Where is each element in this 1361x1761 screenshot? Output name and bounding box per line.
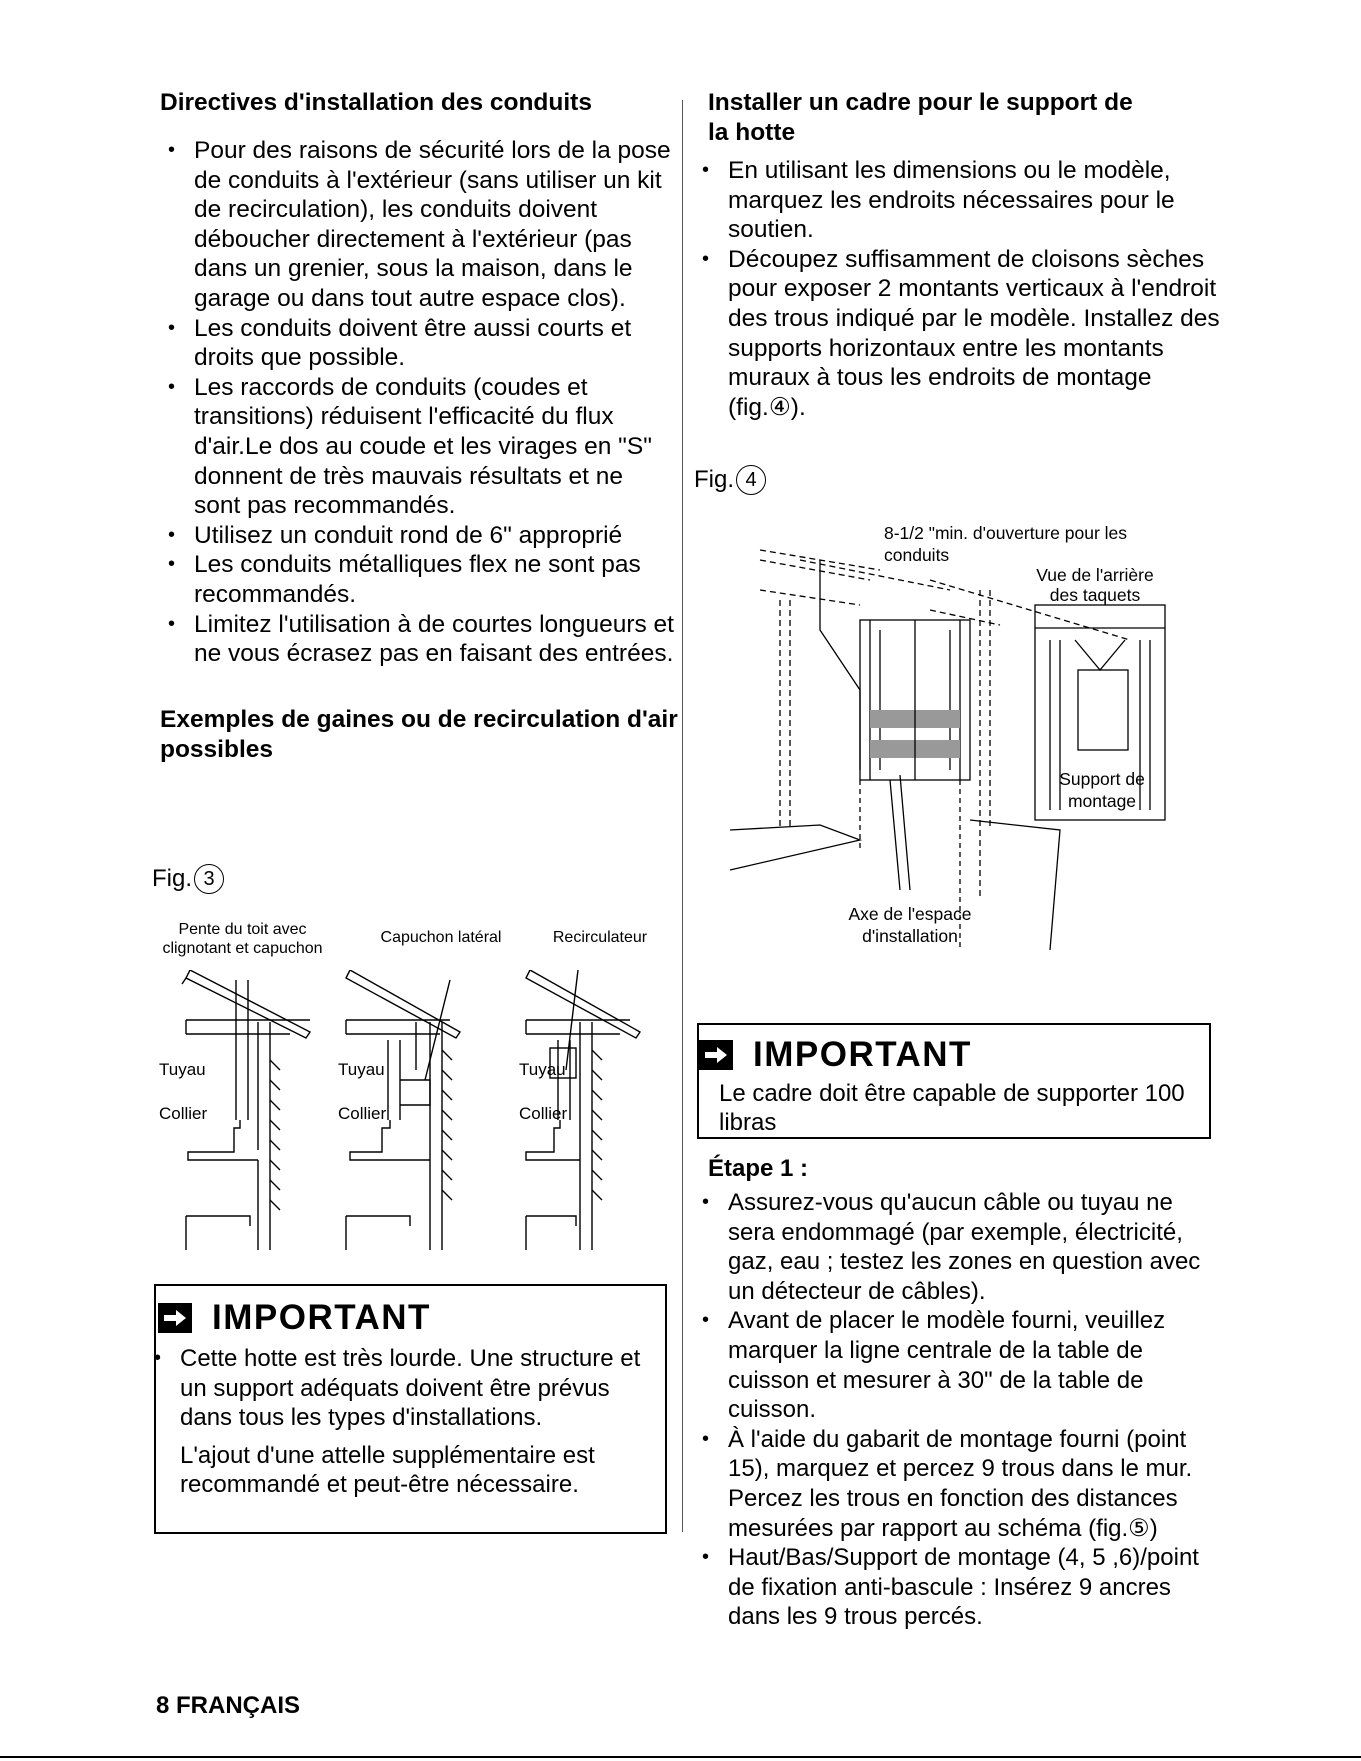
important-title: IMPORTANT: [753, 1035, 972, 1074]
important-box-left: [154, 1284, 667, 1534]
fig4-axis-label: Axe de l'espace d'installation: [848, 904, 972, 946]
fig4-rear-label: Vue de l'arrière des taquets: [1036, 565, 1154, 605]
list-item: • Découpez suffisamment de cloisons sèches pour exposer 2 montants verticaux à l'endroit des trous indiqué par le modèle. Installez des supports horizontaux entre les montants muraux à tous les endroits de montage (fig.④).: [728, 245, 1228, 423]
list-item: • Haut/Bas/Support de montage (4, 5 ,6)/point de fixation anti-bascule : Insérez 9 ancres dans les 9 trous percés.: [728, 1543, 1218, 1632]
important-text: Le cadre doit être capable de supporter 100 libras: [719, 1080, 1185, 1136]
fig3-tuyau-label-3: Tuyau: [519, 1060, 566, 1079]
list-item: • Utilisez un conduit rond de 6" approprié: [194, 521, 674, 551]
fig3-label-text: Fig.: [152, 865, 193, 892]
duct-guidelines-list: [194, 136, 674, 669]
left-column: [160, 88, 678, 765]
fig3-caption-roof: Pente du toit avec clignotant et capuchon: [162, 921, 323, 957]
fig3-duct-diagrams: [150, 970, 680, 1260]
fig3-collier-label-3: Collier: [519, 1104, 568, 1123]
list-item: • Cette hotte est très lourde. Une structure et un support adéquats doivent être prévus dans tous les types d'installations.: [180, 1344, 664, 1433]
list-item: • Pour des raisons de sécurité lors de la pose de conduits à l'extérieur (sans utiliser un kit de recirculation), les conduits doivent déboucher directement à l'extérieur (pas dans un grenier, sous la maison, dans le garage ou dans tout autre espace clos).: [194, 136, 674, 314]
list-item: • Les conduits doivent être aussi courts et droits que possible.: [194, 314, 674, 373]
list-item: • À l'aide du gabarit de montage fourni (point 15), marquez et percez 9 trous dans le mur. Percez les trous en fonction des distances mesurées par rapport au schéma (fig.⑤): [728, 1425, 1218, 1543]
important-note: L'ajout d'une attelle supplémentaire est recommandé et peut-être nécessaire.: [180, 1441, 595, 1499]
fig3-caption-recirc: Recirculateur: [552, 929, 648, 946]
important-title: IMPORTANT: [212, 1298, 431, 1337]
arrow-right-icon: [699, 1040, 733, 1070]
frame-list: [728, 156, 1228, 422]
fig4-support-label: Support de montage: [1059, 769, 1145, 811]
list-item: • Les raccords de conduits (coudes et transitions) réduisent l'efficacité du flux d'air.Le dos au coude et les virages en "S" donnent de très mauvais résultats et ne sont pas recommandés.: [194, 373, 674, 521]
column-divider: [682, 100, 683, 1532]
fig3-caption-side: Capuchon latéral: [380, 929, 502, 946]
list-item: • Les conduits métalliques flex ne sont pas recommandés.: [194, 550, 674, 609]
list-item: • Avant de placer le modèle fourni, veuillez marquer la ligne centrale de la table de cuisson et mesurer à 30" de la table de cuisson.: [728, 1306, 1218, 1424]
important-header: [699, 1035, 1209, 1075]
step-list: [728, 1188, 1218, 1632]
fig4-number: 4: [736, 465, 766, 495]
list-item: • Assurez-vous qu'aucun câble ou tuyau ne sera endommagé (par exemple, électricité, gaz, eau ; testez les zones en question avec un détecteur de câbles).: [728, 1188, 1218, 1306]
list-item: • Limitez l'utilisation à de courtes longueurs et ne vous écrasez pas en faisant des entrées.: [194, 610, 674, 669]
fig3-collier-label-1: Collier: [159, 1104, 208, 1123]
section-title-duct-examples: Exemples de gaines ou de recirculation d'air possibles: [160, 705, 678, 763]
fig3-tuyau-label-1: Tuyau: [159, 1060, 206, 1079]
arrow-right-icon: [158, 1303, 192, 1333]
step-title: Étape 1 :: [708, 1155, 809, 1182]
fig4-label: [694, 465, 766, 495]
fig4-label-text: Fig.: [694, 466, 735, 493]
list-item: • En utilisant les dimensions ou le modèle, marquez les endroits nécessaires pour le soutien.: [728, 156, 1228, 245]
section-title-frame: Installer un cadre pour le support de la hotte: [708, 89, 1133, 146]
bottom-rule: [0, 1756, 1361, 1758]
fig3-collier-label-2: Collier: [338, 1104, 387, 1123]
fig4-opening-label: 8-1/2 "min. d'ouverture pour les conduits: [884, 523, 1128, 565]
fig3-label: [152, 864, 224, 894]
page-footer: 8 FRANÇAIS: [156, 1692, 301, 1719]
fig3-number: 3: [194, 864, 224, 894]
fig3-tuyau-label-2: Tuyau: [338, 1060, 385, 1079]
important-list: [180, 1344, 664, 1433]
important-box-right: [697, 1023, 1211, 1139]
section-title-duct-guidelines: Directives d'installation des conduits: [160, 89, 592, 116]
right-column: [708, 88, 1228, 422]
important-header: [158, 1298, 665, 1338]
